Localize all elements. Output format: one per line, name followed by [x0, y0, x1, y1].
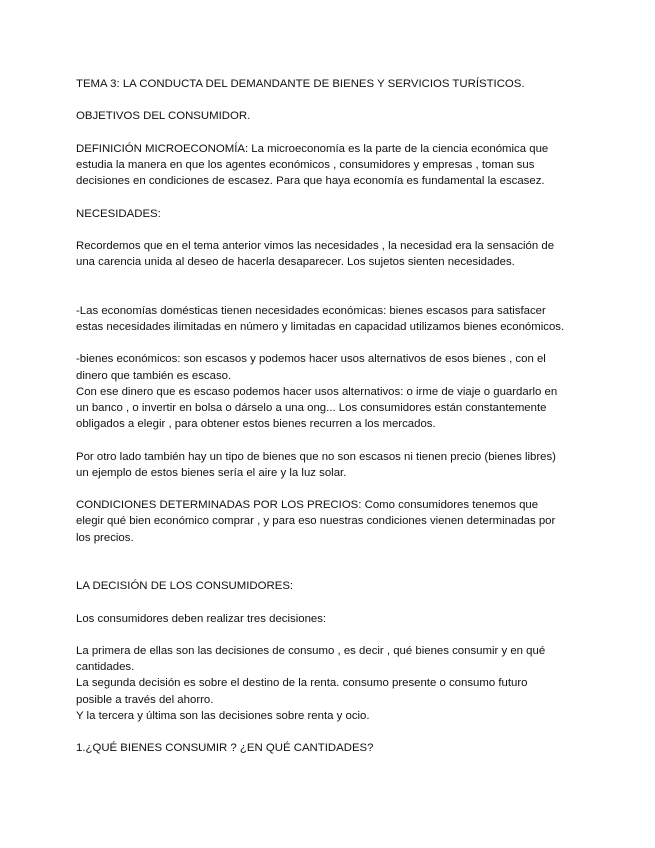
domestic-economies-paragraph: -Las economías domésticas tienen necesidades económicas: bienes escasos para satisfacer estas necesidades ilimitadas en número y limitadas en capacidad utilizamos bienes económicos. — [76, 304, 565, 333]
free-goods-paragraph: Por otro lado también hay un tipo de bienes que no son escasos ni tienen precio (bienes libres) un ejemplo de estos bienes sería el aire y la luz solar. — [76, 450, 556, 479]
needs-heading: NECESIDADES: — [76, 207, 161, 220]
price-conditions-paragraph: CONDICIONES DETERMINADAS POR LOS PRECIOS: Como consumidores tenemos que elegir qué bien económico comprar , y para eso nuestras condiciones vienen determinadas por los precios. — [76, 499, 556, 544]
decision-heading: LA DECISIÓN DE LOS CONSUMIDORES: — [76, 580, 294, 593]
decision-first: La primera de ellas son las decisiones de consumo , es decir , qué bienes consumir y en qué cantidades. — [76, 644, 546, 674]
economic-goods-paragraph — [76, 351, 566, 432]
question-heading: 1.¿QUÉ BIENES CONSUMIR ? ¿EN QUÉ CANTIDADES? — [76, 742, 374, 755]
economic-goods-line-1: -bienes económicos: son escasos y podemos hacer usos alternativos de esos bienes , con el dinero que también es escaso. — [76, 353, 546, 382]
document-title: TEMA 3: LA CONDUCTA DEL DEMANDANTE DE BIENES Y SERVICIOS TURÍSTICOS. — [76, 78, 525, 90]
decision-second: La segunda decisión es sobre el destino de la renta. consumo presente o consumo futuro posible a través del ahorro. — [76, 677, 528, 706]
objectives-heading: OBJETIVOS DEL CONSUMIDOR. — [76, 110, 251, 123]
economic-goods-line-2: Con ese dinero que es escaso podemos hacer usos alternativos: o irme de viaje o guardarlo en un banco , o invertir en bolsa o dárselo a una ong... Los consumidores están constantemente obligados a elegir , para obtener estos bienes recurren a los mercados. — [76, 385, 558, 431]
needs-recall-paragraph: Recordemos que en el tema anterior vimos las necesidades , la necesidad era la sensación de una carencia unida al deseo de hacerla desaparecer. Los sujetos sienten necesidades. — [76, 239, 555, 269]
decisions-list — [76, 643, 566, 724]
document-page — [76, 76, 566, 773]
three-decisions-intro: Los consumidores deben realizar tres decisiones: — [76, 612, 327, 625]
decision-third: Y la tercera y última son las decisiones sobre renta y ocio. — [76, 709, 370, 722]
microeconomics-definition: DEFINICIÓN MICROECONOMÍA: La microeconomía es la parte de la ciencia económica que estudia la manera en que los agentes económicos , consumidores y empresas , toman sus decisiones en condiciones de escasez. Para que haya economía es fundamental la escasez. — [76, 142, 549, 188]
